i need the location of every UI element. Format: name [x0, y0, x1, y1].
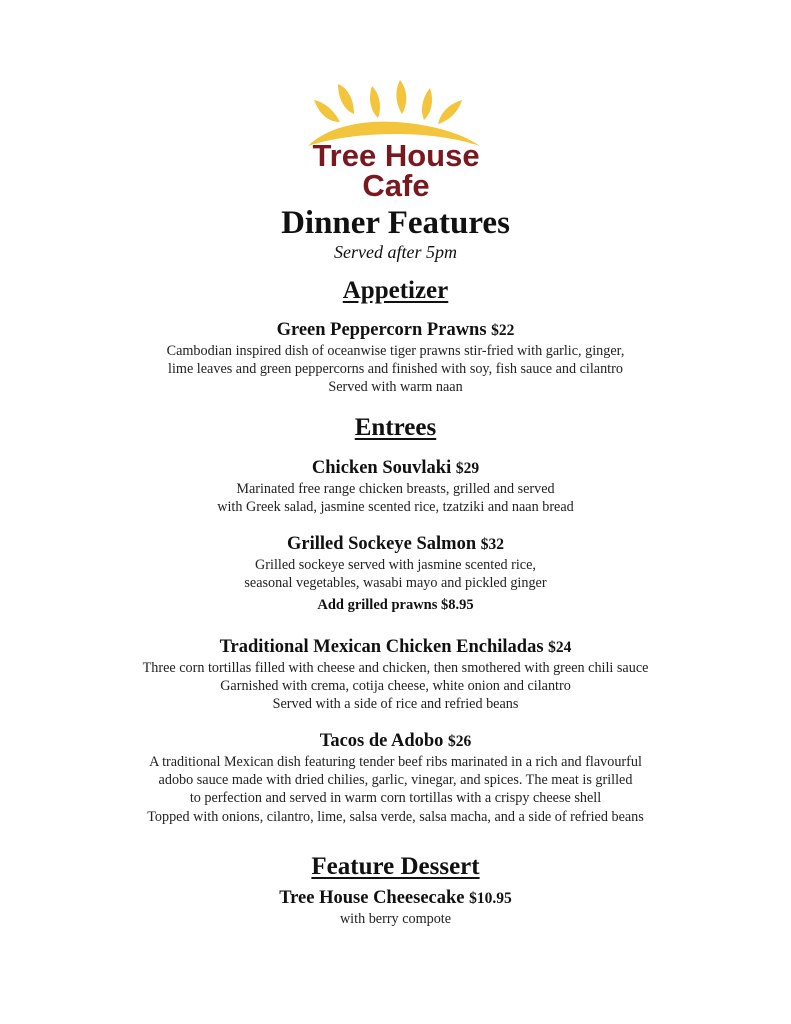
dessert-heading: Feature Dessert — [311, 853, 480, 880]
menu-item-green-peppercorn-prawns — [0, 319, 791, 397]
item-name-line — [0, 636, 791, 659]
page-subtitle: Served after 5pm — [334, 242, 457, 262]
item-description — [0, 910, 791, 928]
menu-item-tacos-de-adobo — [0, 730, 791, 826]
item-name: Tree House Cheesecake — [279, 888, 465, 908]
menu-item-grilled-sockeye-salmon — [0, 533, 791, 614]
item-description — [0, 659, 791, 714]
description-line: Grilled sockeye served with jasmine scented rice, — [255, 557, 536, 573]
description-line: A traditional Mexican dish featuring tender beef ribs marinated in a rich and flavourful — [149, 754, 642, 770]
tree-house-cafe-logo — [288, 80, 502, 202]
item-name-line — [0, 730, 791, 753]
description-line: seasonal vegetables, wasabi mayo and pickled ginger — [244, 575, 547, 592]
item-name-line — [0, 533, 791, 556]
item-addon: Add grilled prawns $8.95 — [317, 597, 474, 614]
item-description — [0, 480, 791, 516]
entrees-heading: Entrees — [354, 414, 437, 441]
item-price: $10.95 — [469, 890, 512, 907]
item-name: Green Peppercorn Prawns — [276, 320, 487, 340]
page-title: Dinner Features — [281, 205, 510, 241]
item-name: Chicken Souvlaki — [311, 458, 452, 478]
item-price: $22 — [491, 322, 515, 339]
item-name-line — [0, 887, 791, 910]
description-line: with Greek salad, jasmine scented rice, tzatziki and naan bread — [217, 499, 574, 516]
menu-item-chicken-souvlaki — [0, 457, 791, 516]
item-description — [0, 753, 791, 826]
item-price: $32 — [480, 536, 504, 553]
description-line: lime leaves and green peppercorns and finished with soy, fish sauce and cilantro — [168, 361, 623, 378]
logo-line1: Tree House — [312, 138, 480, 173]
appetizer-heading: Appetizer — [342, 277, 449, 304]
item-name-line — [0, 457, 791, 480]
item-name: Traditional Mexican Chicken Enchiladas — [219, 637, 544, 657]
description-line: with berry compote — [339, 911, 452, 927]
item-name: Grilled Sockeye Salmon — [287, 534, 477, 554]
description-line: to perfection and served in warm corn tortillas with a crispy cheese shell — [189, 790, 602, 807]
description-line: Cambodian inspired dish of oceanwise tiger prawns stir-fried with garlic, ginger, — [166, 343, 625, 359]
description-line: Marinated free range chicken breasts, grilled and served — [236, 481, 555, 497]
menu-item-cheesecake — [0, 887, 791, 928]
description-line: Garnished with crema, cotija cheese, white onion and cilantro — [220, 678, 571, 695]
item-price: $24 — [548, 639, 572, 656]
item-name-line — [0, 319, 791, 342]
description-line: Served with a side of rice and refried beans — [272, 696, 519, 713]
description-line: Topped with onions, cilantro, lime, salsa verde, salsa macha, and a side of refried beans — [147, 808, 644, 825]
item-price: $26 — [448, 733, 472, 750]
description-line: Three corn tortillas filled with cheese and chicken, then smothered with green chili sauce — [142, 660, 649, 676]
menu-item-chicken-enchiladas — [0, 636, 791, 714]
description-line: adobo sauce made with dried chilies, garlic, vinegar, and spices. The meat is grilled — [158, 772, 633, 789]
sun-logo-icon — [288, 80, 502, 202]
description-line: Served with warm naan — [328, 379, 463, 396]
item-description — [0, 556, 791, 592]
logo-line2: Cafe — [362, 168, 430, 202]
item-name: Tacos de Adobo — [319, 731, 444, 751]
item-price: $29 — [455, 460, 480, 477]
item-description — [0, 342, 791, 397]
